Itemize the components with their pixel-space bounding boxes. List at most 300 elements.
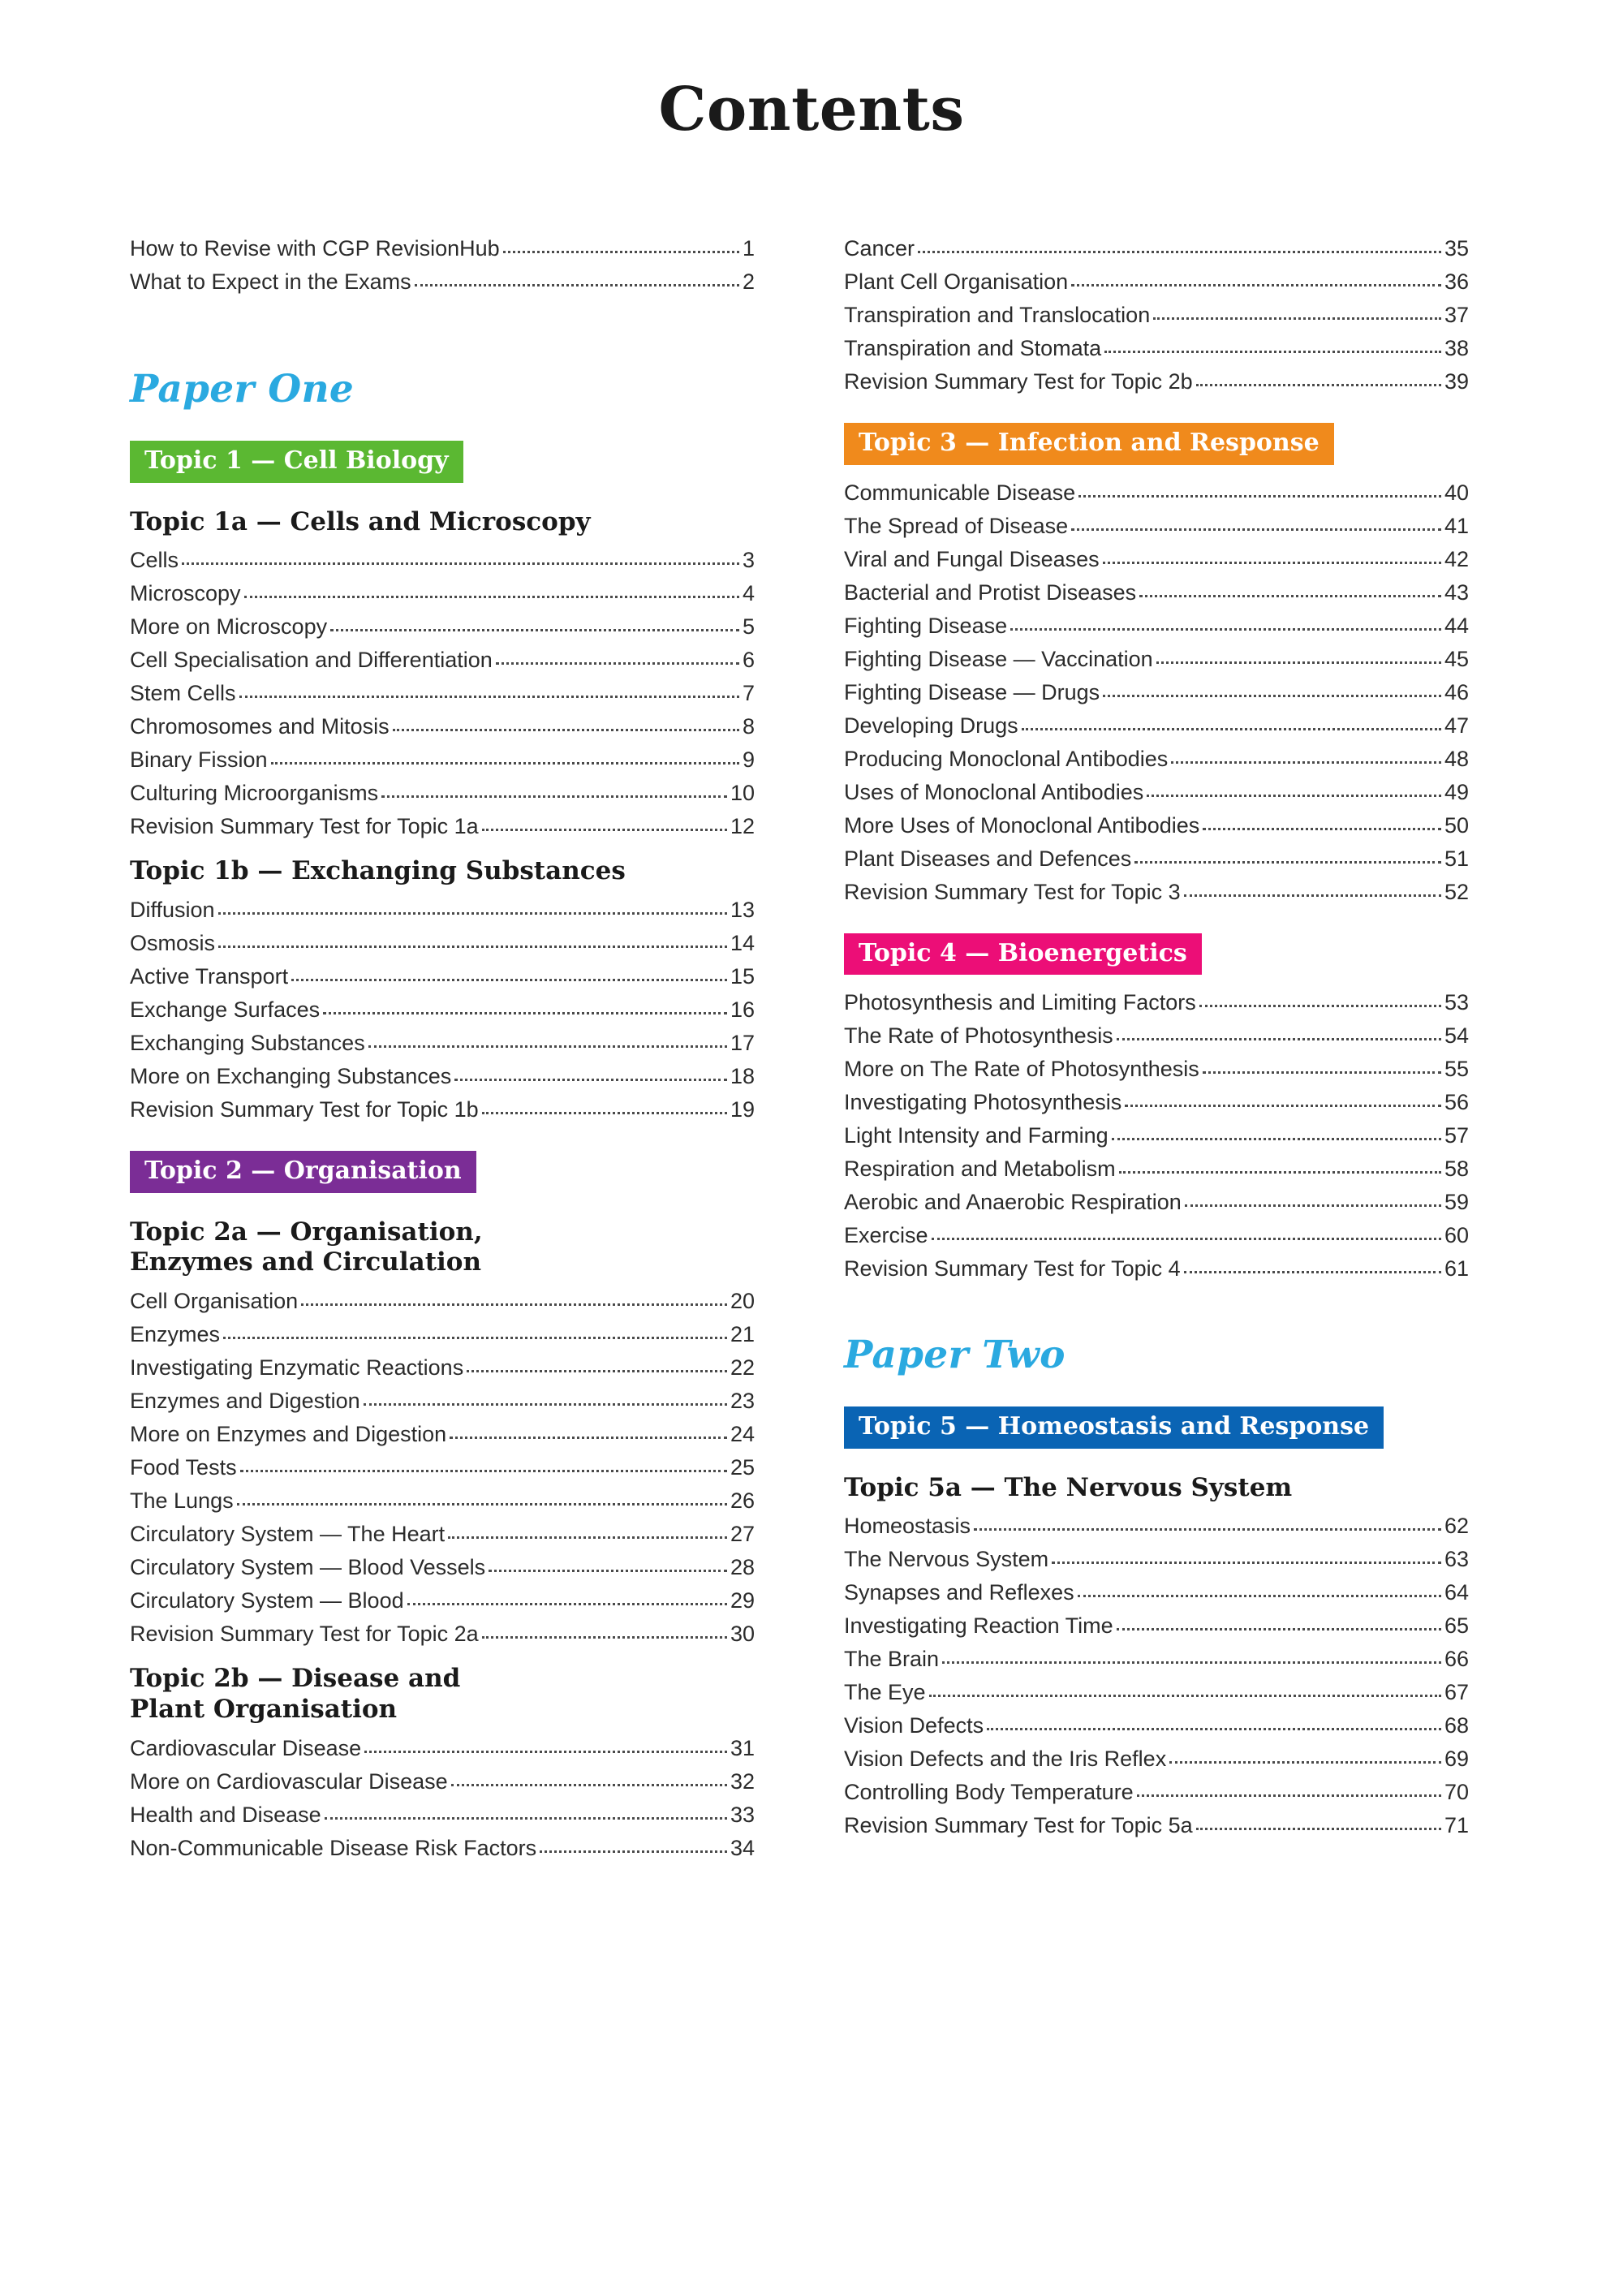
entry-page: 48	[1444, 746, 1469, 771]
list-item[interactable]	[844, 576, 1469, 610]
entry-page: 21	[730, 1322, 755, 1347]
entry-label: Enzymes	[130, 1322, 221, 1347]
list-item[interactable]	[844, 1576, 1469, 1609]
entry-page: 69	[1444, 1747, 1469, 1772]
leader-dots	[1184, 894, 1441, 897]
leader-dots	[1112, 1137, 1441, 1140]
entry-label: Uses of Monoclonal Antibodies	[844, 779, 1144, 804]
entry-page: 17	[730, 1031, 755, 1056]
page-title: Contents	[658, 75, 965, 144]
entry-page: 39	[1444, 369, 1469, 394]
leader-dots	[1103, 561, 1441, 564]
entry-page: 30	[730, 1622, 755, 1647]
list-item[interactable]	[844, 1543, 1469, 1576]
leader-dots	[1134, 860, 1441, 864]
list-item[interactable]	[130, 1618, 755, 1651]
entry-label: Revision Summary Test for Topic 3	[844, 879, 1181, 904]
topic-4-entries	[844, 986, 1469, 1286]
list-item[interactable]	[130, 1418, 755, 1451]
entry-label: The Rate of Photosynthesis	[844, 1023, 1113, 1048]
entry-label: Cardiovascular Disease	[130, 1735, 362, 1760]
entry-page: 32	[730, 1768, 755, 1794]
leader-dots	[237, 1502, 727, 1506]
leader-dots	[1199, 1004, 1441, 1007]
list-item[interactable]	[130, 1732, 755, 1765]
list-item[interactable]	[844, 809, 1469, 842]
entry-label: Exercise	[844, 1223, 928, 1247]
entry-page: 56	[1444, 1090, 1469, 1114]
entry-page: 47	[1444, 713, 1469, 738]
entry-label: Fighting Disease	[844, 613, 1008, 638]
entry-label: Developing Drugs	[844, 713, 1018, 738]
list-item[interactable]	[844, 1809, 1469, 1842]
entry-label: Bacterial and Protist Diseases	[844, 579, 1137, 605]
entry-page: 24	[730, 1422, 755, 1447]
entry-page: 64	[1444, 1580, 1469, 1605]
list-item[interactable]	[844, 1186, 1469, 1219]
entry-page: 26	[730, 1488, 755, 1514]
entry-page: 19	[730, 1097, 755, 1122]
entry-page: 43	[1444, 579, 1469, 605]
leader-dots	[325, 1816, 727, 1820]
subtopic-2a-heading	[130, 1217, 755, 1279]
list-item[interactable]	[130, 265, 755, 299]
leader-dots	[454, 1078, 727, 1081]
leader-dots	[496, 661, 739, 665]
entry-page: 67	[1444, 1680, 1469, 1705]
entry-page: 34	[730, 1835, 755, 1860]
leader-dots	[451, 1783, 727, 1786]
topic-3-entries	[844, 476, 1469, 909]
entry-page: 27	[730, 1522, 755, 1547]
entry-label: How to Revise with CGP RevisionHub	[130, 236, 500, 261]
entry-page: 41	[1444, 513, 1469, 538]
entry-page: 35	[1444, 236, 1469, 261]
entry-page: 46	[1444, 679, 1469, 704]
list-item[interactable]	[130, 1798, 755, 1832]
entry-page: 63	[1444, 1547, 1469, 1572]
list-item[interactable]	[844, 986, 1469, 1019]
list-item[interactable]	[130, 1351, 755, 1385]
list-item[interactable]	[130, 927, 755, 960]
entry-page: 14	[730, 931, 755, 956]
entry-page: 1	[742, 236, 755, 261]
list-item[interactable]	[130, 1832, 755, 1865]
leader-dots	[1156, 661, 1441, 664]
entry-label: Plant Cell Organisation	[844, 269, 1069, 294]
leader-dots	[393, 728, 739, 731]
list-item[interactable]	[130, 1027, 755, 1060]
entry-page: 20	[730, 1289, 755, 1314]
leader-dots	[503, 250, 739, 253]
entry-label: Health and Disease	[130, 1802, 321, 1827]
leader-dots	[1203, 827, 1441, 830]
leader-dots	[467, 1369, 727, 1372]
leader-dots	[932, 1237, 1441, 1240]
entry-page: 18	[730, 1064, 755, 1089]
entry-label: Homeostasis	[844, 1514, 971, 1539]
list-item[interactable]	[844, 1219, 1469, 1252]
list-item[interactable]	[844, 676, 1469, 709]
list-item[interactable]	[844, 1119, 1469, 1152]
subtopic-2b-line1: Topic 2b — Disease and	[130, 1664, 461, 1694]
entry-label: Revision Summary Test for Topic 1a	[130, 814, 479, 839]
entry-label: The Spread of Disease	[844, 513, 1069, 538]
leader-dots	[364, 1750, 727, 1753]
entry-page: 4	[742, 581, 755, 606]
list-item[interactable]	[844, 1643, 1469, 1676]
list-item[interactable]	[844, 743, 1469, 776]
entry-label: The Brain	[844, 1647, 940, 1672]
entry-page: 40	[1444, 480, 1469, 505]
leader-dots	[489, 1569, 727, 1572]
list-item[interactable]	[130, 577, 755, 610]
entry-label: Fighting Disease — Vaccination	[844, 646, 1153, 671]
entry-page: 52	[1444, 879, 1469, 904]
list-item[interactable]	[130, 610, 755, 644]
leader-dots	[301, 1303, 727, 1306]
list-item[interactable]	[130, 1765, 755, 1798]
entry-page: 57	[1444, 1123, 1469, 1148]
leader-dots	[1171, 760, 1441, 764]
entry-label: Circulatory System — Blood	[130, 1588, 404, 1613]
entry-page: 71	[1444, 1813, 1469, 1838]
topic-1a-entries	[130, 544, 755, 843]
entry-label: More on Microscopy	[130, 614, 328, 640]
entry-page: 70	[1444, 1780, 1469, 1805]
entry-page: 5	[742, 614, 755, 640]
leader-dots	[1137, 1794, 1441, 1797]
leader-dots	[1071, 283, 1441, 286]
leader-dots	[381, 795, 727, 798]
list-item[interactable]	[130, 1385, 755, 1418]
leader-dots	[1147, 794, 1441, 797]
leader-dots	[218, 945, 727, 948]
list-item[interactable]	[130, 677, 755, 710]
list-item[interactable]	[844, 1609, 1469, 1643]
leader-dots	[407, 1602, 727, 1605]
list-item[interactable]	[130, 1318, 755, 1351]
entry-label: More on Exchanging Substances	[130, 1064, 452, 1089]
entry-label: Cancer	[844, 236, 915, 261]
entry-label: More on Enzymes and Digestion	[130, 1422, 447, 1447]
topic-banner-5: Topic 5 — Homeostasis and Response	[844, 1406, 1384, 1449]
entry-page: 37	[1444, 303, 1469, 327]
entry-label: Synapses and Reflexes	[844, 1580, 1074, 1605]
entry-page: 59	[1444, 1190, 1469, 1214]
entry-label: Controlling Body Temperature	[844, 1780, 1134, 1805]
entry-page: 68	[1444, 1713, 1469, 1738]
leader-dots	[1169, 1760, 1441, 1764]
entry-page: 3	[742, 548, 755, 573]
paper-two-heading: Paper Two	[844, 1333, 1065, 1377]
entry-page: 60	[1444, 1223, 1469, 1247]
list-item[interactable]	[130, 894, 755, 927]
leader-dots	[974, 1527, 1441, 1531]
spacer	[130, 1126, 755, 1139]
list-item[interactable]	[844, 265, 1469, 299]
spacer	[844, 398, 1469, 411]
entry-label: Exchange Surfaces	[130, 997, 321, 1023]
entry-label: Revision Summary Test for Topic 2a	[130, 1622, 479, 1647]
entry-page: 45	[1444, 646, 1469, 671]
leader-dots	[271, 761, 739, 765]
entry-label: Non-Communicable Disease Risk Factors	[130, 1835, 537, 1860]
leader-dots	[482, 1111, 727, 1114]
entry-page: 53	[1444, 990, 1469, 1014]
contents-columns	[0, 232, 1623, 1865]
entry-page: 42	[1444, 546, 1469, 571]
list-item[interactable]	[130, 1060, 755, 1093]
entry-page: 22	[730, 1355, 755, 1381]
entry-label: Investigating Photosynthesis	[844, 1090, 1122, 1114]
topic-banner-3: Topic 3 — Infection and Response	[844, 423, 1334, 465]
list-item[interactable]	[844, 365, 1469, 398]
entry-page: 55	[1444, 1057, 1469, 1081]
leader-dots	[1117, 1627, 1441, 1630]
topic-2b-entries	[130, 1732, 755, 1865]
entry-label: Culturing Microorganisms	[130, 781, 379, 806]
entry-label: Stem Cells	[130, 681, 236, 706]
left-column	[130, 232, 755, 1865]
leader-dots	[1117, 1037, 1441, 1040]
entry-page: 28	[730, 1555, 755, 1580]
entry-label: Binary Fission	[130, 747, 268, 773]
leader-dots	[1104, 350, 1441, 353]
entry-label: Revision Summary Test for Topic 2b	[844, 369, 1193, 394]
entry-label: Transpiration and Translocation	[844, 303, 1151, 327]
leader-dots	[1022, 727, 1441, 730]
leader-dots	[1125, 1104, 1441, 1107]
entry-page: 29	[730, 1588, 755, 1613]
list-item[interactable]	[130, 232, 755, 265]
list-item[interactable]	[844, 1152, 1469, 1186]
entry-label: Transpiration and Stomata	[844, 336, 1102, 360]
subtopic-2b-heading	[130, 1664, 755, 1725]
leader-dots	[323, 1011, 727, 1014]
paper-one-heading: Paper One	[130, 367, 355, 411]
list-item[interactable]	[844, 842, 1469, 876]
entry-page: 50	[1444, 812, 1469, 838]
leader-dots	[368, 1045, 727, 1048]
list-item[interactable]	[844, 709, 1469, 743]
entry-page: 9	[742, 747, 755, 773]
leader-dots	[330, 628, 739, 631]
leader-dots	[218, 911, 727, 915]
entry-label: Fighting Disease — Drugs	[844, 679, 1100, 704]
entry-label: Light Intensity and Farming	[844, 1123, 1109, 1148]
list-item[interactable]	[844, 1742, 1469, 1776]
leader-dots	[482, 828, 727, 831]
leader-dots	[1078, 1594, 1441, 1597]
leader-dots	[415, 283, 739, 286]
list-item[interactable]	[844, 610, 1469, 643]
spacer	[844, 909, 1469, 922]
leader-dots	[240, 1469, 727, 1472]
list-item[interactable]	[844, 543, 1469, 576]
entry-page: 16	[730, 997, 755, 1023]
list-item[interactable]	[844, 776, 1469, 809]
entry-page: 38	[1444, 336, 1469, 360]
list-item[interactable]	[130, 993, 755, 1027]
entry-label: Circulatory System — The Heart	[130, 1522, 446, 1547]
entry-label: Diffusion	[130, 898, 215, 923]
entry-label: Circulatory System — Blood Vessels	[130, 1555, 486, 1580]
list-item[interactable]	[130, 1285, 755, 1318]
entry-label: Chromosomes and Mitosis	[130, 714, 390, 739]
leader-dots	[448, 1536, 727, 1539]
entry-label: Photosynthesis and Limiting Factors	[844, 990, 1196, 1014]
list-item[interactable]	[844, 332, 1469, 365]
entry-label: Cell Specialisation and Differentiation	[130, 648, 493, 673]
list-item[interactable]	[844, 299, 1469, 332]
entry-label: Aerobic and Anaerobic Respiration	[844, 1190, 1182, 1214]
list-item[interactable]	[844, 232, 1469, 265]
subtopic-2a-line1: Topic 2a — Organisation,	[130, 1217, 483, 1247]
entry-label: Microscopy	[130, 581, 241, 606]
entry-label: More on The Rate of Photosynthesis	[844, 1057, 1199, 1081]
entry-page: 44	[1444, 613, 1469, 638]
entry-page: 12	[730, 814, 755, 839]
entry-page: 8	[742, 714, 755, 739]
list-item[interactable]	[130, 810, 755, 843]
entry-page: 66	[1444, 1647, 1469, 1672]
subtopic-2b-line2: Plant Organisation	[130, 1695, 398, 1725]
leader-dots	[918, 250, 1441, 253]
entry-page: 6	[742, 648, 755, 673]
leader-dots	[1139, 594, 1441, 597]
list-item[interactable]	[130, 1451, 755, 1484]
entry-label: Cells	[130, 548, 179, 573]
topic-banner-4: Topic 4 — Bioenergetics	[844, 933, 1202, 976]
leader-dots	[540, 1850, 727, 1853]
topic-banner-1: Topic 1 — Cell Biology	[130, 441, 463, 483]
list-item[interactable]	[844, 1086, 1469, 1119]
list-item[interactable]	[130, 1551, 755, 1584]
entry-page: 51	[1444, 846, 1469, 871]
leader-dots	[1196, 383, 1441, 386]
entry-label: Communicable Disease	[844, 480, 1076, 505]
entry-page: 31	[730, 1735, 755, 1760]
entry-page: 58	[1444, 1157, 1469, 1181]
list-item[interactable]	[844, 1709, 1469, 1742]
list-item[interactable]	[130, 1584, 755, 1618]
list-item[interactable]	[130, 710, 755, 743]
entry-label: Investigating Reaction Time	[844, 1613, 1113, 1639]
list-item[interactable]	[130, 743, 755, 777]
entry-label: Revision Summary Test for Topic 1b	[130, 1097, 479, 1122]
entry-label: What to Expect in the Exams	[130, 269, 411, 294]
list-item[interactable]	[844, 1252, 1469, 1286]
list-item[interactable]	[844, 876, 1469, 909]
entry-label: Food Tests	[130, 1455, 237, 1480]
leader-dots	[1052, 1561, 1441, 1564]
entry-label: Cell Organisation	[130, 1289, 299, 1314]
list-item[interactable]	[130, 544, 755, 577]
leader-dots	[1119, 1170, 1441, 1174]
list-item[interactable]	[130, 960, 755, 993]
entry-page: 62	[1444, 1514, 1469, 1539]
entry-label: Revision Summary Test for Topic 5a	[844, 1813, 1193, 1838]
subtopic-2a-line2: Enzymes and Circulation	[130, 1247, 482, 1277]
list-item[interactable]	[844, 643, 1469, 676]
leader-dots	[987, 1727, 1441, 1730]
list-item[interactable]	[844, 1053, 1469, 1086]
list-item[interactable]	[844, 1776, 1469, 1809]
list-item[interactable]	[130, 1518, 755, 1551]
entry-label: Respiration and Metabolism	[844, 1157, 1116, 1181]
entry-label: More on Cardiovascular Disease	[130, 1768, 448, 1794]
entry-label: The Eye	[844, 1680, 926, 1705]
leader-dots	[1185, 1204, 1441, 1207]
entry-label: Producing Monoclonal Antibodies	[844, 746, 1169, 771]
entry-page: 36	[1444, 269, 1469, 294]
entry-page: 61	[1444, 1256, 1469, 1281]
leader-dots	[1196, 1827, 1441, 1830]
list-item[interactable]	[844, 1510, 1469, 1543]
list-item[interactable]	[844, 1019, 1469, 1053]
entry-page: 49	[1444, 779, 1469, 804]
leader-dots	[223, 1336, 727, 1339]
entry-page: 7	[742, 681, 755, 706]
leader-dots	[1153, 317, 1441, 320]
entry-label: Exchanging Substances	[130, 1031, 365, 1056]
subtopic-5a-heading: Topic 5a — The Nervous System	[844, 1472, 1293, 1502]
entry-page: 2	[742, 269, 755, 294]
leader-dots	[364, 1402, 727, 1406]
leader-dots	[1078, 494, 1441, 498]
leader-dots	[239, 695, 739, 698]
list-item[interactable]	[844, 1676, 1469, 1709]
right-column	[844, 232, 1469, 1842]
entry-label: Viral and Fungal Diseases	[844, 546, 1100, 571]
entry-page: 65	[1444, 1613, 1469, 1639]
entry-label: More Uses of Monoclonal Antibodies	[844, 812, 1200, 838]
leader-dots	[482, 1635, 727, 1639]
entry-label: Vision Defects and the Iris Reflex	[844, 1747, 1167, 1772]
list-item[interactable]	[844, 510, 1469, 543]
entry-label: Osmosis	[130, 931, 216, 956]
entry-label: Active Transport	[130, 964, 289, 989]
entry-label: The Lungs	[130, 1488, 234, 1514]
leader-dots	[244, 595, 739, 598]
entry-page: 10	[730, 781, 755, 806]
list-item[interactable]	[130, 1484, 755, 1518]
topic-2a-entries	[130, 1285, 755, 1651]
list-item[interactable]	[130, 777, 755, 810]
entry-page: 23	[730, 1389, 755, 1414]
entry-page: 33	[730, 1802, 755, 1827]
leader-dots	[929, 1694, 1441, 1697]
entry-label: Investigating Enzymatic Reactions	[130, 1355, 464, 1381]
leader-dots	[450, 1436, 727, 1439]
leader-dots	[1103, 694, 1441, 697]
subtopic-1a-heading: Topic 1a — Cells and Microscopy	[130, 506, 591, 536]
leader-dots	[182, 562, 739, 565]
list-item[interactable]	[130, 1093, 755, 1126]
list-item[interactable]	[130, 644, 755, 677]
entry-page: 15	[730, 964, 755, 989]
entry-label: Enzymes and Digestion	[130, 1389, 360, 1414]
list-item[interactable]	[844, 476, 1469, 510]
entry-page: 54	[1444, 1023, 1469, 1048]
intro-entries	[130, 232, 755, 299]
leader-dots	[1071, 528, 1441, 531]
entry-label: Plant Diseases and Defences	[844, 846, 1132, 871]
entry-page: 13	[730, 898, 755, 923]
entry-label: The Nervous System	[844, 1547, 1049, 1572]
entry-page: 25	[730, 1455, 755, 1480]
